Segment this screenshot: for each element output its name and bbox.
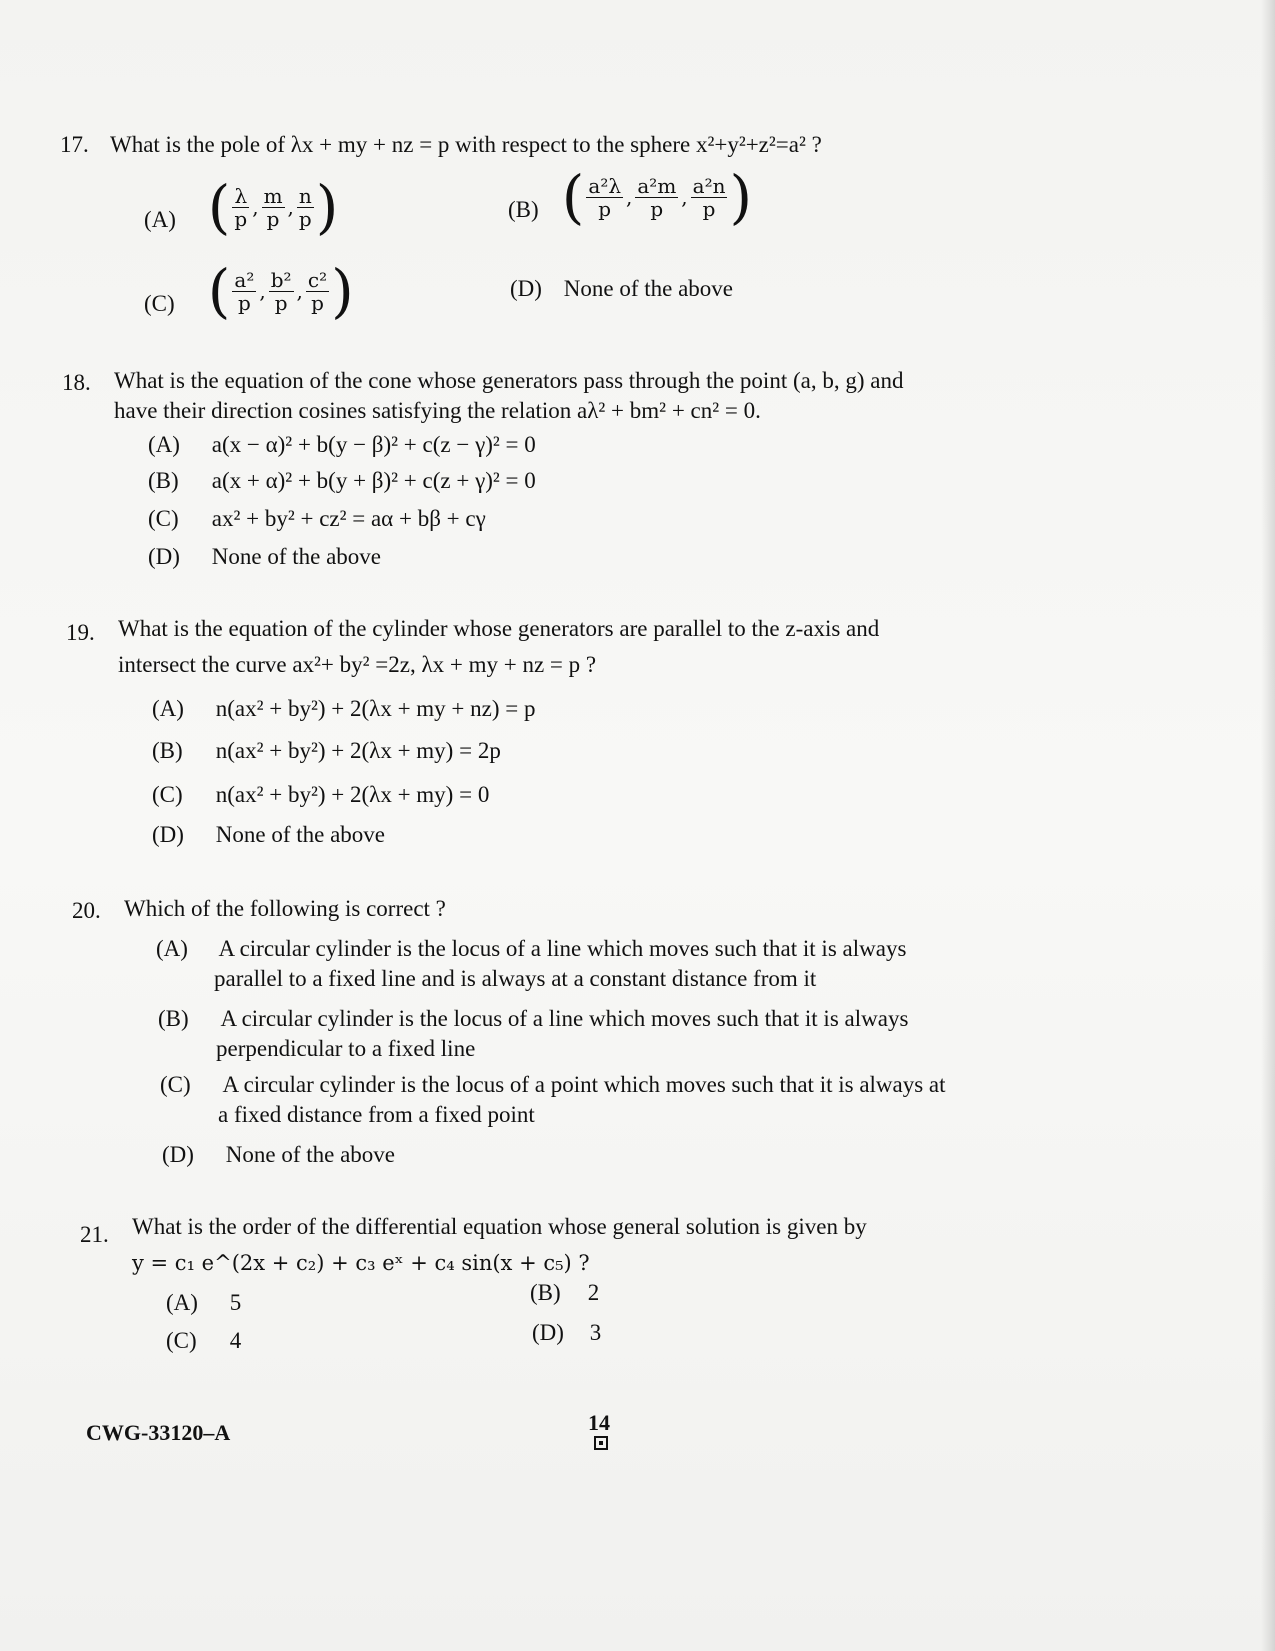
option-label: (B)	[530, 1280, 561, 1305]
option-label: (D)	[162, 1142, 194, 1167]
question-number: 19.	[66, 620, 95, 645]
option-a	[156, 934, 906, 964]
option-expression: ( $\frac{\text{a²λ}}{p}$ , $\frac{\text{a²m}}{p}$ , $\frac{\text{a²n}}{p}$ )	[561, 163, 753, 231]
option-label: (C)	[152, 782, 183, 807]
option-label: (C)	[144, 291, 175, 316]
option-label: (A)	[152, 696, 184, 721]
option-label: (A)	[166, 1290, 198, 1315]
option-d	[148, 542, 381, 572]
option-text: 4	[229, 1328, 242, 1353]
option-label: (C)	[166, 1328, 197, 1353]
page-edge-shadow	[1261, 0, 1275, 1651]
option-line-1: A circular cylinder is the locus of a line which moves such that it is always	[220, 1006, 909, 1031]
question-stem-line-2: have their direction cosines satisfying the relation aλ² + bm² + cn² = 0.	[114, 398, 761, 423]
option-c	[160, 1070, 946, 1100]
page-number: 14	[588, 1410, 610, 1435]
option-line-1: A circular cylinder is the locus of a point which moves such that it is always at	[222, 1072, 946, 1097]
option-line-2: a fixed distance from a fixed point	[218, 1102, 535, 1127]
question-stem-line-2: y = c₁ e^(2x + c₂) + c₃ eˣ + c₄ sin(x + c₅) ?	[132, 1251, 590, 1275]
question-stem-line-1: What is the order of the differential equation whose general solution is given by	[132, 1214, 867, 1239]
option-label: (B)	[508, 197, 539, 222]
option-a	[144, 173, 339, 241]
option-b	[158, 1004, 908, 1034]
option-label: (D)	[510, 276, 542, 301]
option-label: (D)	[532, 1320, 564, 1345]
option-b	[530, 1278, 599, 1308]
option-label: (B)	[158, 1006, 189, 1031]
option-text: None of the above	[211, 544, 381, 569]
option-a	[166, 1288, 241, 1318]
option-label: (D)	[152, 822, 184, 847]
option-b	[152, 736, 501, 766]
option-a	[148, 430, 536, 460]
option-text: a(x − α)² + b(y − β)² + c(z − γ)² = 0	[211, 432, 536, 457]
option-text: 2	[587, 1280, 600, 1305]
booklet-code: CWG-33120–A	[86, 1420, 231, 1445]
option-expression: ( $\frac{\text{a²}}{p}$ , $\frac{\text{b²}}{p}$ , $\frac{\text{c²}}{p}$ )	[207, 257, 354, 325]
option-b-continued	[216, 1034, 475, 1064]
option-c-continued	[218, 1100, 535, 1130]
option-b	[508, 163, 753, 231]
question-stem-line-1: What is the equation of the cylinder whose generators are parallel to the z-axis and	[118, 616, 880, 641]
option-a-continued	[214, 964, 816, 994]
question-number: 17.	[60, 132, 89, 157]
question-stem: Which of the following is correct ?	[124, 896, 446, 921]
option-label: (B)	[148, 468, 179, 493]
option-b	[148, 466, 536, 496]
option-text: ax² + by² + cz² = aα + bβ + cγ	[211, 506, 486, 531]
option-d	[532, 1318, 601, 1348]
option-label: (A)	[148, 432, 180, 457]
option-c	[152, 780, 489, 810]
option-text: None of the above	[225, 1142, 395, 1167]
option-text: n(ax² + by²) + 2(λx + my) = 2p	[215, 738, 501, 763]
option-text: None of the above	[563, 276, 733, 301]
option-text: n(ax² + by²) + 2(λx + my + nz) = p	[215, 696, 536, 721]
question-number: 21.	[80, 1222, 109, 1247]
option-label: (B)	[152, 738, 183, 763]
question-stem-line-2: intersect the curve ax²+ by² =2z, λx + my + nz = p ?	[118, 652, 597, 677]
option-text: 5	[229, 1290, 242, 1315]
option-line-2: parallel to a fixed line and is always at a constant distance from it	[214, 966, 817, 991]
option-text: 3	[589, 1320, 602, 1345]
option-line-2: perpendicular to a fixed line	[216, 1036, 476, 1061]
option-c	[148, 504, 486, 534]
qr-code-icon	[594, 1436, 608, 1450]
option-c	[144, 257, 354, 325]
option-c	[166, 1326, 241, 1356]
question-stem: What is the pole of λx + my + nz = p with respect to the sphere x²+y²+z²=a² ?	[110, 132, 822, 157]
option-label: (C)	[148, 506, 179, 531]
option-d	[152, 820, 385, 850]
option-d	[510, 274, 733, 304]
question-stem-line-1: What is the equation of the cone whose generators pass through the point (a, b, g) and	[114, 368, 904, 393]
option-text: n(ax² + by²) + 2(λx + my) = 0	[215, 782, 490, 807]
option-label: (D)	[148, 544, 180, 569]
question-number: 20.	[72, 898, 101, 923]
option-a	[152, 694, 536, 724]
option-line-1: A circular cylinder is the locus of a line which moves such that it is always	[218, 936, 907, 961]
option-d	[162, 1140, 395, 1170]
question-number: 18.	[62, 370, 91, 395]
option-label: (A)	[144, 207, 176, 232]
option-label: (A)	[156, 936, 188, 961]
option-label: (C)	[160, 1072, 191, 1097]
option-text: None of the above	[215, 822, 385, 847]
option-text: a(x + α)² + b(y + β)² + c(z + γ)² = 0	[211, 468, 536, 493]
option-expression: ( $\frac{\lambda}{p}$ , $\frac{m}{p}$ , $\frac{n}{p}$ )	[207, 173, 339, 241]
